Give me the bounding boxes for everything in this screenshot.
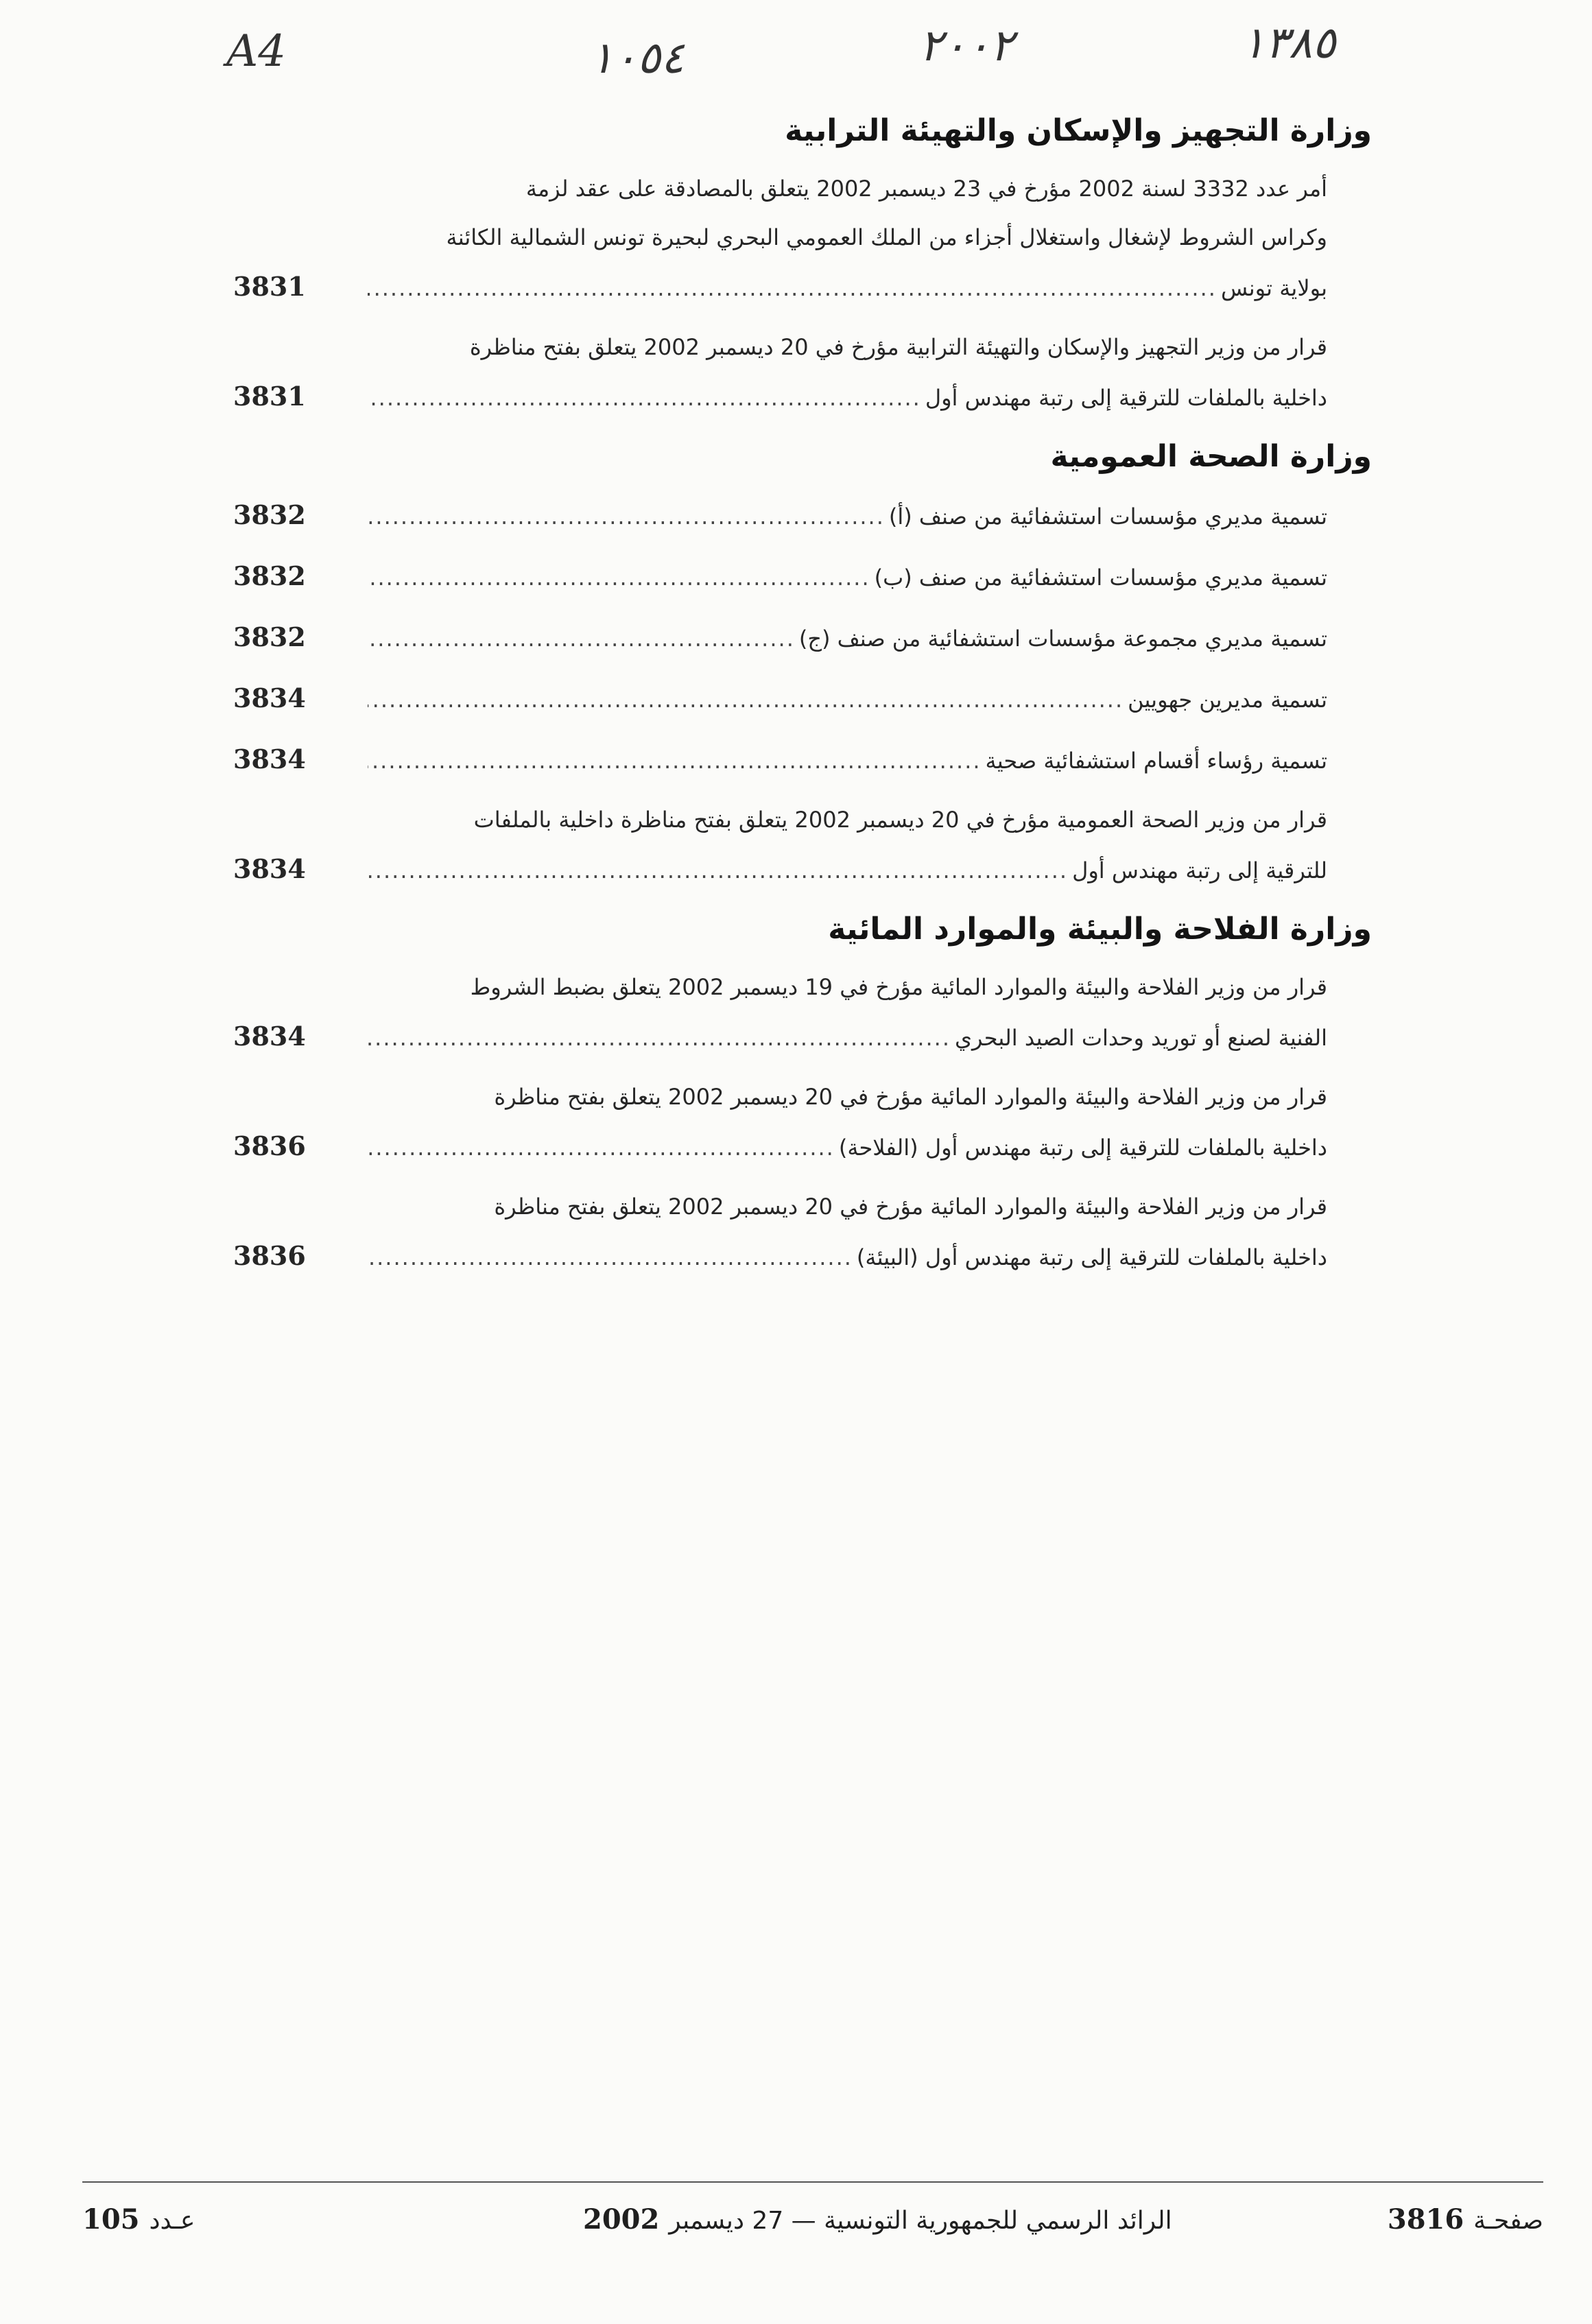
issue-label: عـدد: [149, 2207, 195, 2235]
entry-text: قرار من وزير الصحة العمومية مؤرخ في 20 ديسمبر 2002 يتعلق بفتح مناظرة داخلية بالملفات: [473, 807, 1327, 833]
publication-year: 2002: [583, 2203, 660, 2236]
toc-entry: [233, 613, 1372, 661]
page-footer: [82, 2181, 1543, 2244]
toc-entry: [233, 323, 1372, 420]
entry-line: [233, 552, 1327, 600]
entry-line: [233, 490, 1327, 539]
entry-text: تسمية مديرين جهويين: [1128, 687, 1327, 713]
entry-text: الفنية لصنع أو توريد وحدات الصيد البحري: [955, 1025, 1327, 1051]
publication-line: [583, 2203, 1172, 2236]
page-number: 3831: [233, 381, 306, 412]
page-number: 3832: [233, 499, 306, 530]
section-title: وزارة الفلاحة والبيئة والموارد المائية: [828, 912, 1372, 947]
issue-number-block: [82, 2203, 195, 2236]
entry-line: [233, 796, 1327, 844]
toc-entry: [233, 1073, 1372, 1170]
page-number: 3831: [233, 271, 306, 302]
entry-text: بولاية تونس: [1220, 275, 1327, 301]
entry-line: [233, 323, 1327, 372]
entry-line: [233, 1073, 1327, 1122]
entry-text: وكراس الشروط لإشغال واستغلال أجزاء من الملك العمومي البحري لبحيرة تونس الشمالية الكائنة: [446, 224, 1327, 250]
table-of-contents: [233, 103, 1372, 1292]
entry-text: أمر عدد 3332 لسنة 2002 مؤرخ في 23 ديسمبر 2002 يتعلق بالمصادقة على عقد لزمة: [525, 176, 1327, 202]
toc-entry: [233, 735, 1372, 783]
leader-dots: [368, 676, 1124, 724]
entry-text: تسمية رؤساء أقسام استشفائية صحية: [985, 748, 1327, 774]
page-number-block: [1388, 2203, 1543, 2236]
page-number: 3834: [233, 853, 306, 884]
page-number: 3836: [233, 1130, 306, 1161]
entry-line: [233, 165, 1327, 213]
leader-dots: [368, 554, 870, 602]
handwritten-note: ١٣٨٥: [1241, 18, 1336, 69]
entry-line: [233, 1122, 1327, 1170]
entry-line: [233, 1231, 1327, 1280]
section-health-ministry: [233, 433, 1372, 893]
entry-text: تسمية مديري مؤسسات استشفائية من صنف (ب): [874, 565, 1327, 591]
leader-dots: [368, 1124, 835, 1172]
entry-line: [233, 1012, 1327, 1060]
section-title: وزارة التجهيز والإسكان والتهيئة الترابية: [785, 113, 1372, 148]
toc-entry: [233, 963, 1372, 1060]
page-number: 3834: [233, 1021, 306, 1052]
entry-text: قرار من وزير الفلاحة والبيئة والموارد المائية مؤرخ في 20 ديسمبر 2002 يتعلق بفتح مناظرة: [494, 1194, 1327, 1220]
leader-dots: [368, 737, 982, 785]
entry-line: [233, 262, 1327, 311]
page-number: 3834: [233, 683, 306, 713]
page-label: صفحـة: [1473, 2207, 1543, 2235]
toc-entry: [233, 1183, 1372, 1280]
entry-text: قرار من وزير الفلاحة والبيئة والموارد المائية مؤرخ في 19 ديسمبر 2002 يتعلق بضبط الشروط: [470, 974, 1327, 1000]
leader-dots: [368, 1233, 853, 1282]
page-number: 3836: [233, 1240, 306, 1271]
section-title: وزارة الصحة العمومية: [1050, 439, 1372, 474]
toc-entry: [233, 490, 1372, 539]
handwritten-note: A4: [226, 26, 286, 77]
entry-text: للترقية إلى رتبة مهندس أول: [1072, 857, 1327, 884]
entry-text: قرار من وزير التجهيز والإسكان والتهيئة الترابية مؤرخ في 20 ديسمبر 2002 يتعلق بفتح مناظرة: [469, 334, 1327, 360]
handwritten-notes: [0, 0, 1592, 103]
entry-text: داخلية بالملفات للترقية إلى رتبة مهندس أول (البيئة): [856, 1244, 1327, 1270]
leader-dots: [368, 264, 1217, 313]
entry-text: تسمية مديري مجموعة مؤسسات استشفائية من صنف (ج): [798, 626, 1327, 652]
page-number: 3832: [233, 621, 306, 652]
section-agriculture-ministry: [233, 905, 1372, 1280]
page-number: 3834: [233, 744, 306, 774]
leader-dots: [368, 846, 1068, 895]
entry-line: [233, 613, 1327, 661]
issue-number: 105: [82, 2203, 140, 2236]
entry-line: [233, 963, 1327, 1012]
handwritten-note: ١٠٥٤: [590, 33, 685, 84]
footer-page-number: 3816: [1387, 2203, 1464, 2236]
section-equipment-ministry: [233, 107, 1372, 420]
leader-dots: [368, 615, 795, 663]
entry-text: داخلية بالملفات للترقية إلى رتبة مهندس أول: [925, 385, 1327, 411]
entry-line: [233, 735, 1327, 783]
leader-dots: [368, 1014, 951, 1063]
toc-entry: [233, 165, 1372, 311]
publication-name: الرائد الرسمي للجمهورية التونسية — 27 ديسمبر: [669, 2207, 1172, 2235]
page-number: 3832: [233, 560, 306, 591]
entry-text: قرار من وزير الفلاحة والبيئة والموارد المائية مؤرخ في 20 ديسمبر 2002 يتعلق بفتح مناظرة: [494, 1084, 1327, 1110]
toc-entry: [233, 674, 1372, 722]
leader-dots: [368, 374, 921, 423]
entry-line: [233, 844, 1327, 893]
entry-text: داخلية بالملفات للترقية إلى رتبة مهندس أول (الفلاحة): [838, 1135, 1327, 1161]
toc-entry: [233, 552, 1372, 600]
entry-line: [233, 1183, 1327, 1231]
entry-line: [233, 213, 1327, 262]
leader-dots: [368, 493, 885, 541]
entry-text: تسمية مديري مؤسسات استشفائية من صنف (أ): [888, 503, 1327, 530]
handwritten-note: ٢٠٠٢: [919, 21, 1014, 71]
entry-line: [233, 674, 1327, 722]
toc-entry: [233, 796, 1372, 893]
entry-line: [233, 372, 1327, 420]
